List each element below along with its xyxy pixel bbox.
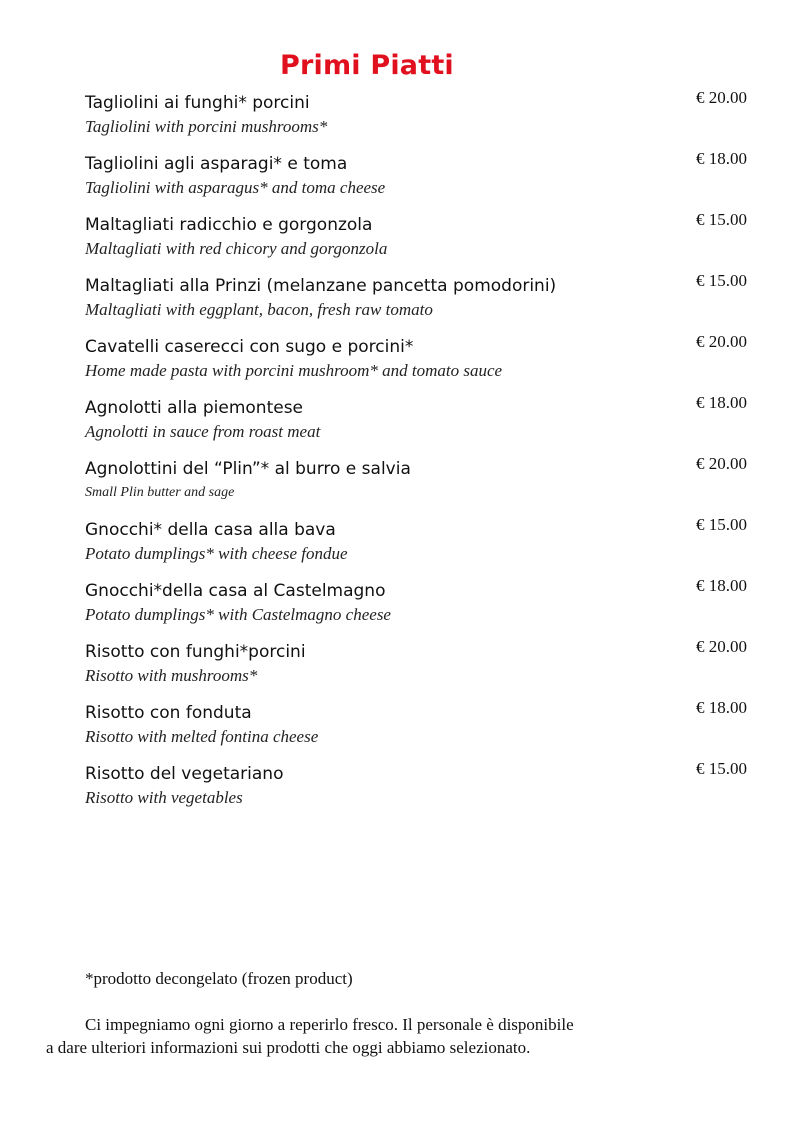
menu-item xyxy=(85,88,750,152)
dish-name: Maltagliati radicchio e gorgonzola xyxy=(85,215,373,235)
dish-price: € 15.00 xyxy=(696,759,747,778)
menu-item xyxy=(85,759,750,823)
dish-name: Cavatelli caserecci con sugo e porcini* xyxy=(85,337,414,357)
dish-name: Agnolottini del “Plin”* al burro e salvia xyxy=(85,459,411,479)
dish-description: Maltagliati with red chicory and gorgonzola xyxy=(85,239,388,258)
dish-price: € 15.00 xyxy=(696,515,747,534)
dish-description: Home made pasta with porcini mushroom* and tomato sauce xyxy=(85,361,503,380)
menu-list xyxy=(85,88,750,823)
staff-note-line-2: a dare ulteriori informazioni sui prodotti che oggi abbiamo selezionato. xyxy=(46,1038,531,1057)
dish-name: Agnolotti alla piemontese xyxy=(85,398,304,418)
dish-price: € 15.00 xyxy=(696,271,747,290)
menu-item xyxy=(85,393,750,457)
menu-item xyxy=(85,149,750,213)
dish-description: Tagliolini with porcini mushrooms* xyxy=(85,117,328,136)
dish-price: € 18.00 xyxy=(696,393,747,412)
dish-name: Risotto con funghi*porcini xyxy=(85,642,306,662)
dish-price: € 20.00 xyxy=(696,637,747,656)
dish-price: € 18.00 xyxy=(696,149,747,168)
staff-note xyxy=(46,1013,646,1059)
dish-name: Risotto con fonduta xyxy=(85,703,252,723)
frozen-footnote: *prodotto decongelato (frozen product) xyxy=(85,969,353,988)
menu-item xyxy=(85,454,750,518)
menu-item xyxy=(85,210,750,274)
dish-name: Tagliolini ai funghi* porcini xyxy=(85,93,310,113)
menu-item xyxy=(85,515,750,579)
dish-name: Tagliolini agli asparagi* e toma xyxy=(85,154,348,174)
dish-description: Potato dumplings* with Castelmagno cheese xyxy=(85,605,391,624)
dish-description: Potato dumplings* with cheese fondue xyxy=(85,544,348,563)
dish-description: Small Plin butter and sage xyxy=(85,485,235,500)
dish-name: Risotto del vegetariano xyxy=(85,764,284,784)
dish-description: Maltagliati with eggplant, bacon, fresh raw tomato xyxy=(85,300,433,319)
dish-price: € 18.00 xyxy=(696,576,747,595)
dish-name: Gnocchi*della casa al Castelmagno xyxy=(85,581,386,601)
dish-description: Risotto with melted fontina cheese xyxy=(85,727,319,746)
dish-price: € 20.00 xyxy=(696,454,747,473)
dish-price: € 15.00 xyxy=(696,210,747,229)
dish-description: Tagliolini with asparagus* and toma cheese xyxy=(85,178,386,197)
dish-price: € 20.00 xyxy=(696,332,747,351)
dish-description: Risotto with mushrooms* xyxy=(85,666,258,685)
menu-item xyxy=(85,698,750,762)
dish-name: Gnocchi* della casa alla bava xyxy=(85,520,336,540)
dish-price: € 20.00 xyxy=(696,88,747,107)
dish-description: Agnolotti in sauce from roast meat xyxy=(85,422,321,441)
dish-name: Maltagliati alla Prinzi (melanzane pancetta pomodorini) xyxy=(85,276,557,296)
dish-price: € 18.00 xyxy=(696,698,747,717)
page-title: Primi Piatti xyxy=(280,50,454,81)
dish-description: Risotto with vegetables xyxy=(85,788,243,807)
menu-item xyxy=(85,271,750,335)
staff-note-line-1: Ci impegniamo ogni giorno a reperirlo fresco. Il personale è disponibile xyxy=(85,1015,574,1034)
menu-item xyxy=(85,637,750,701)
menu-item xyxy=(85,332,750,396)
menu-item xyxy=(85,576,750,640)
